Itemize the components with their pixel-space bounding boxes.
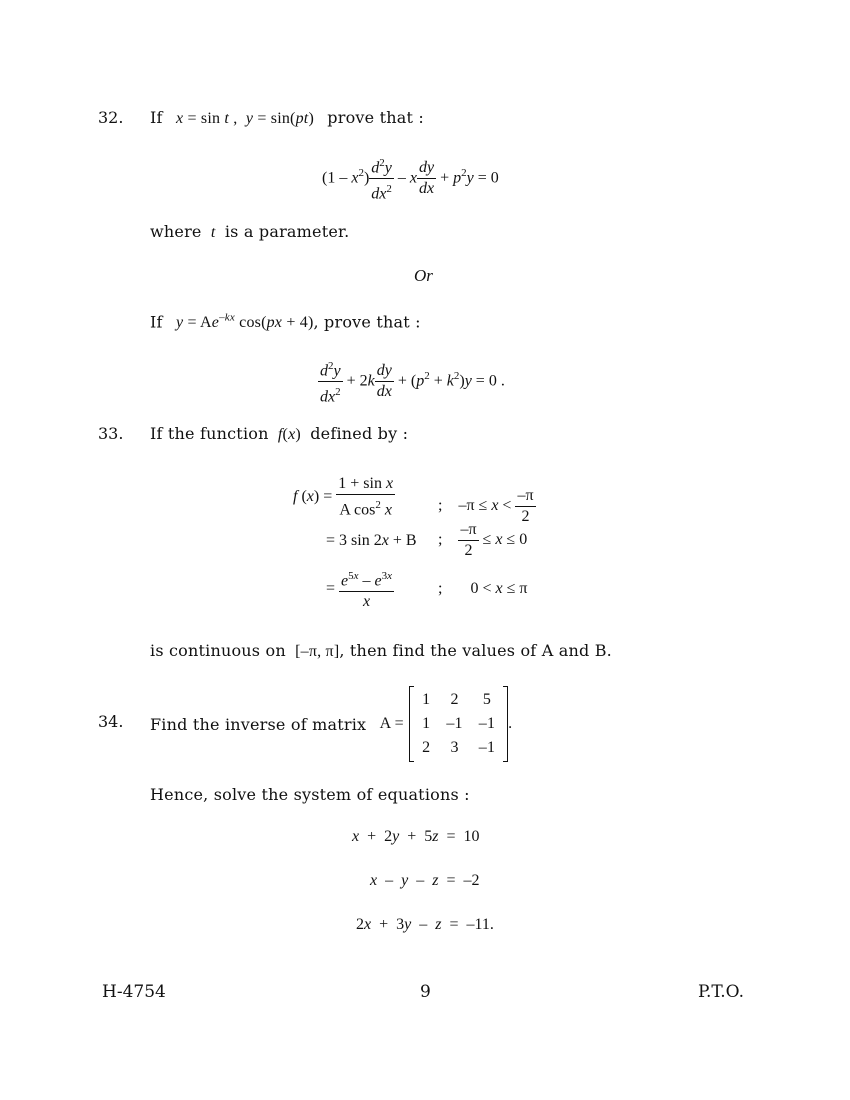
matrix-cell: 3 bbox=[450, 739, 459, 756]
q33-piece-1: f (x) = $\frac{\text{1 + sin x}}{A \cos^2 x}$ bbox=[293, 475, 394, 519]
q32-statement bbox=[150, 108, 424, 128]
or-separator: Or bbox=[414, 266, 433, 285]
q32-where: where t is a parameter. bbox=[150, 222, 350, 241]
q32-where-label: where bbox=[150, 222, 202, 241]
question-number-33: 33. bbox=[98, 424, 124, 443]
matrix-cell: –1 bbox=[478, 715, 496, 732]
q33-continuity: is continuous on [–π, π], then find the values of A and B. bbox=[150, 641, 612, 660]
q33-piece-3: = $\frac{e^{5x} - e^{3x}}{x}$ bbox=[326, 566, 394, 612]
q32-if: If bbox=[150, 108, 163, 127]
matrix-cell: –1 bbox=[478, 739, 496, 756]
q33-piece-2: = 3 sin 2x + B bbox=[326, 532, 417, 549]
q33-continuous: is continuous on bbox=[150, 641, 286, 660]
q32-alt-if: If bbox=[150, 312, 163, 332]
q32-alt-statement bbox=[150, 312, 421, 332]
equation-1: x + 2y + 5z = 10 bbox=[352, 828, 480, 845]
paper-code: H-4754 bbox=[102, 982, 166, 1002]
equation-2: x – y – z = –2 bbox=[370, 872, 480, 889]
q33-defined-by: defined by : bbox=[310, 424, 409, 443]
q33-piece-2-condition: ; $\frac{-\pi}{2}$ ≤ x ≤ 0 bbox=[438, 521, 528, 559]
matrix-cell: 5 bbox=[482, 691, 492, 708]
question-number-32: 32. bbox=[98, 108, 124, 127]
q33-piece-3-condition: ; 0 < x ≤ π bbox=[438, 580, 528, 597]
q33-intro: If the function bbox=[150, 424, 269, 443]
q34-matrix bbox=[409, 686, 508, 762]
matrix-cell: 1 bbox=[422, 715, 431, 732]
q33-statement: If the function f(x) defined by : bbox=[150, 424, 409, 443]
matrix-cell: 2 bbox=[422, 739, 431, 756]
matrix-cell: 1 bbox=[422, 691, 431, 708]
q32-alt-expression: $y = Ae^{-kx}$ cos(px + 4) bbox=[175, 312, 314, 332]
equation-3: 2x + 3y – z = –11. bbox=[356, 916, 494, 933]
please-turn-over: P.T.O. bbox=[698, 982, 744, 1002]
q32-given-expression: x = sin t , y = sin(pt) bbox=[175, 110, 314, 127]
q33-piece-1-condition: ; –π ≤ x < $\frac{-\pi}{2}$ bbox=[438, 487, 534, 525]
q32-prove-that: prove that : bbox=[327, 108, 424, 127]
q32-where-rest: is a parameter. bbox=[224, 222, 350, 241]
q32-equation: $(1 - x^2)$ $\frac{d^2y}{dx^2}$ – x $\frac{dy}{dx}$ + $p^2y = 0$ bbox=[322, 153, 499, 205]
matrix-cell: –1 bbox=[446, 715, 463, 732]
page-number: 9 bbox=[420, 982, 431, 1002]
q34-hence: Hence, solve the system of equations : bbox=[150, 785, 470, 804]
q33-then: , then find the values of A and B. bbox=[339, 641, 612, 660]
matrix-cell: 2 bbox=[450, 691, 459, 708]
question-number-34: 34. bbox=[98, 712, 124, 731]
q32-alt-equation: $\frac{d^2y}{dx^2}$ + 2k $\frac{dy}{dx}$ + $(p^2 + k^2)y = 0$ . bbox=[318, 356, 505, 408]
q32-alt-prove: , prove that : bbox=[313, 312, 421, 332]
q34-statement: Find the inverse of matrix A = 1 2 5 1 –1 –1 2 3 –1 . bbox=[150, 686, 512, 762]
q34-intro: Find the inverse of matrix bbox=[150, 714, 367, 734]
